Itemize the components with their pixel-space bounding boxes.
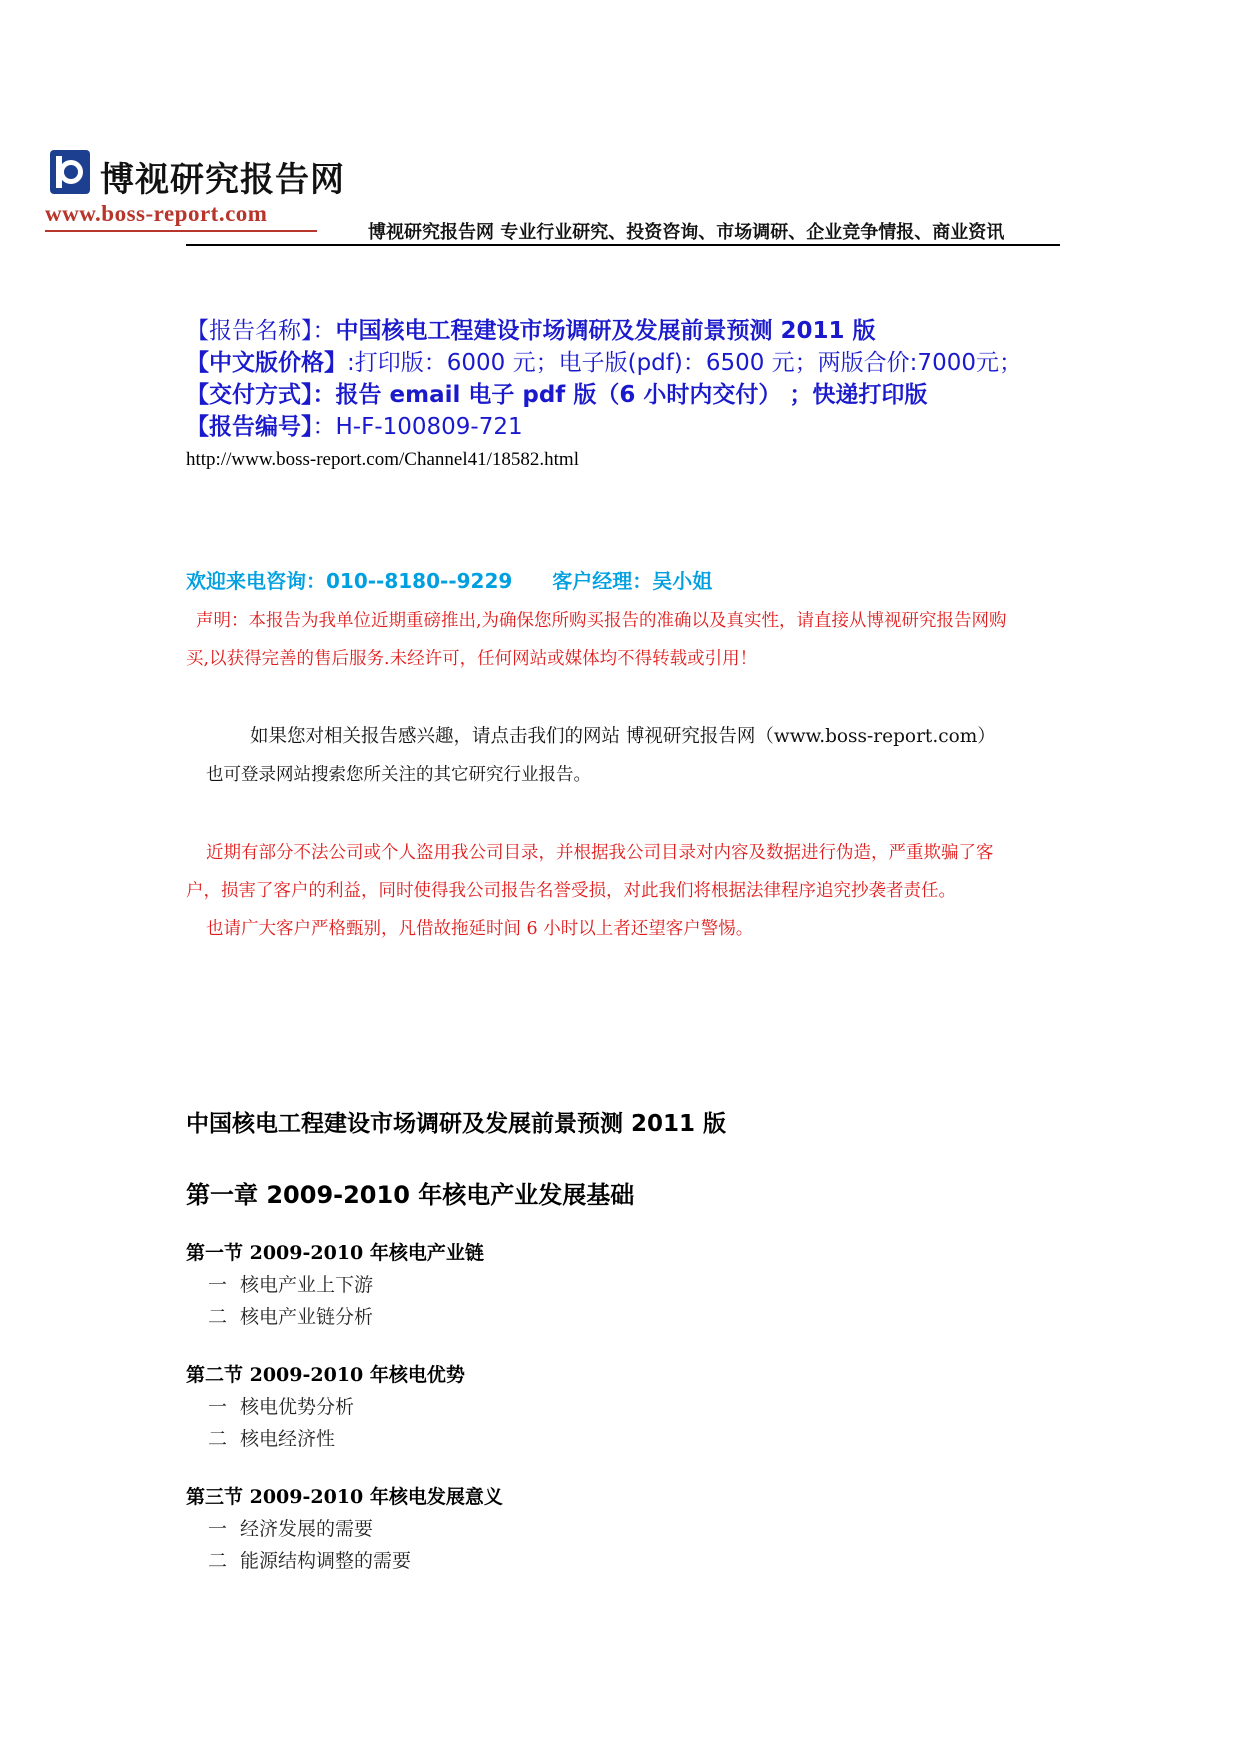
promo-line-2: 也可登录网站搜索您所关注的其它研究行业报告。 — [206, 765, 591, 785]
header-divider — [186, 244, 1060, 246]
report-code-value: ：H-F-100809-721 — [312, 414, 523, 440]
toc-section-3: 第三节 2009-2010 年核电发展意义 — [186, 1486, 503, 1508]
disclaimer-line-1: 声明：本报告为我单位近期重磅推出,为确保您所购买报告的准确以及真实性，请直接从博视研究报告网购 — [196, 611, 1007, 631]
report-price-value: :打印版：6000 元；电子版(pdf)：6500 元；两版合价:7000元； — [347, 350, 1022, 376]
toc-item: 二 能源结构调整的需要 — [208, 1550, 412, 1572]
disclaimer-line-2: 买,以获得完善的售后服务.未经许可，任何网站或媒体均不得转载或引用！ — [186, 649, 758, 669]
report-delivery-label: 【交付方式】： — [186, 382, 336, 408]
toc-item: 一 核电优势分析 — [208, 1396, 355, 1418]
toc-title: 中国核电工程建设市场调研及发展前景预测 2011 版 — [186, 1111, 727, 1137]
report-code-label: 【报告编号】 — [186, 414, 313, 440]
report-delivery-value: 报告 email 电子 pdf 版（6 小时内交付） ；快递打印版 — [335, 382, 928, 408]
promo-line-1: 如果您对相关报告感兴趣，请点击我们的网站 博视研究报告网（www.boss-report.com） — [250, 726, 996, 747]
toc-chapter-1: 第一章 2009-2010 年核电产业发展基础 — [186, 1181, 635, 1209]
report-name-value: 中国核电工程建设市场调研及发展前景预测 2011 版 — [335, 318, 876, 344]
contact-row — [186, 565, 712, 594]
header-tagline: 博视研究报告网 专业行业研究、投资咨询、市场调研、企业竞争情报、商业资讯 — [368, 222, 1005, 243]
contact-phone: 欢迎来电咨询：010--8180--9229 — [186, 569, 513, 593]
warning-line-3: 也请广大客户严格甄别，凡借故拖延时间 6 小时以上者还望客户警惕。 — [206, 919, 754, 939]
logo-underline — [45, 230, 317, 232]
report-code-row — [186, 411, 523, 443]
contact-manager: 客户经理：吴小姐 — [552, 569, 713, 593]
toc-item: 一 核电产业上下游 — [208, 1274, 374, 1296]
report-name-row — [186, 315, 876, 347]
warning-line-2: 户，损害了客户的利益，同时使得我公司报告名誉受损，对此我们将根据法律程序追究抄袭者责任。 — [186, 881, 956, 901]
report-price-row — [186, 347, 1022, 379]
toc-section-1: 第一节 2009-2010 年核电产业链 — [186, 1242, 484, 1264]
toc-item: 二 核电经济性 — [208, 1428, 336, 1450]
toc-item: 二 核电产业链分析 — [208, 1306, 374, 1328]
logo-url[interactable]: www.boss-report.com — [45, 201, 268, 226]
logo-icon — [50, 150, 90, 194]
report-delivery-row — [186, 379, 927, 411]
report-name-label: 【报告名称】： — [186, 318, 336, 344]
warning-line-1: 近期有部分不法公司或个人盗用我公司目录，并根据我公司目录对内容及数据进行伪造，严重欺骗了客 — [206, 843, 994, 863]
toc-item: 一 经济发展的需要 — [208, 1518, 374, 1540]
report-url-link[interactable]: http://www.boss-report.com/Channel41/18582.html — [186, 449, 579, 470]
report-price-label: 【中文版价格】 — [186, 350, 347, 376]
logo-name: 博视研究报告网 — [100, 160, 345, 200]
toc-section-2: 第二节 2009-2010 年核电优势 — [186, 1364, 465, 1386]
